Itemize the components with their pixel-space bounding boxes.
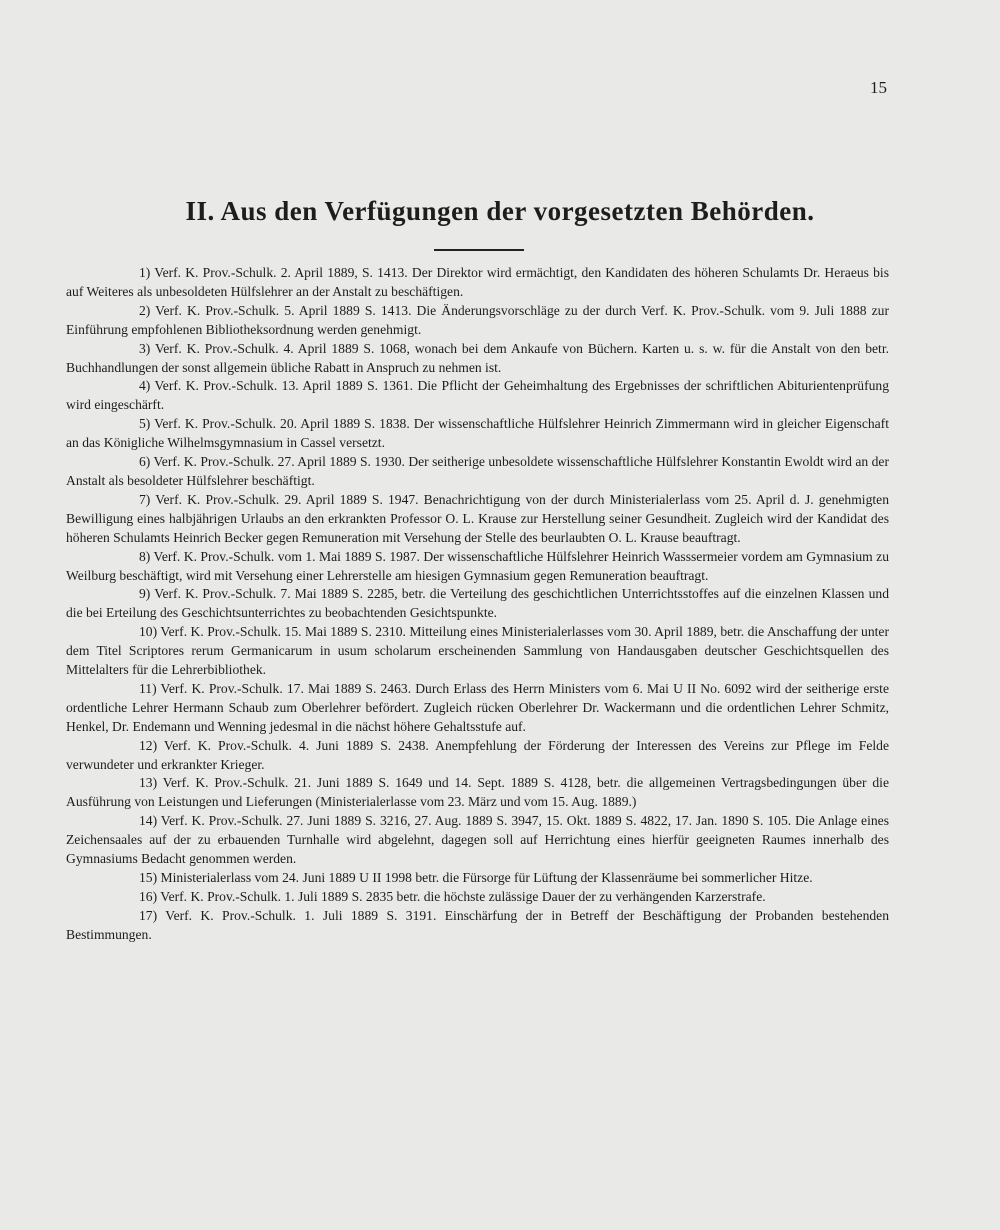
- decree-entry-5: 5) Verf. K. Prov.-Schulk. 20. April 1889 S. 1838. Der wissenschaftliche Hülfslehrer Heinrich Zimmermann wird in gleicher Eigenschaft an das Königliche Wilhelmsgymnasium in Cassel versetzt.: [66, 416, 889, 451]
- decree-entry-12: 12) Verf. K. Prov.-Schulk. 4. Juni 1889 S. 2438. Anempfehlung der Förderung der Interessen des Vereins zur Pflege im Felde verwundeter und erkrankter Krieger.: [66, 737, 889, 772]
- decree-entry-7: 7) Verf. K. Prov.-Schulk. 29. April 1889 S. 1947. Benachrichtigung von der durch Ministerialerlass vom 25. April d. J. genehmigten Bewilligung eines halbjährigen Urlaubs an den erkrankten Professor O. L. Krause zur Herstellung seiner Gesundheit. Zugleich wird der Kandidat des höheren Schulamts Heinrich Becker gegen Remuneration mit Versehung der Stelle des beurlaubten O. L. Krause beauftragt.: [66, 491, 889, 545]
- decree-entry-9: 9) Verf. K. Prov.-Schulk. 7. Mai 1889 S. 2285, betr. die Verteilung des geschichtlichen Unterrichtsstoffes auf die einzelnen Klassen und die bei Erteilung des Geschichtsunterrichtes zu beobachtenden Gesichtspunkte.: [66, 586, 889, 621]
- decree-entry-17: 17) Verf. K. Prov.-Schulk. 1. Juli 1889 S. 3191. Einschärfung der in Betreff der Beschäftigung der Probanden bestehenden Bestimmungen.: [66, 907, 889, 942]
- decree-entry-15: 15) Ministerialerlass vom 24. Juni 1889 U II 1998 betr. die Fürsorge für Lüftung der Klassenräume bei sommerlicher Hitze.: [139, 870, 813, 885]
- decree-entry-10: 10) Verf. K. Prov.-Schulk. 15. Mai 1889 S. 2310. Mitteilung eines Ministerialerlasses vom 30. April 1889, betr. die Anschaffung der unter dem Titel Scriptores rerum Germanicarum in usum scholarum erscheinenden Sammlung von Handausgaben deutscher Geschichtsquellen des Mittelalters für die Lehrerbibliothek.: [66, 624, 889, 678]
- decree-entry-11: 11) Verf. K. Prov.-Schulk. 17. Mai 1889 S. 2463. Durch Erlass des Herrn Ministers vom 6. Mai U II No. 6092 wird der seitherige erste ordentliche Lehrer Hermann Schaub zum Oberlehrer befördert. Zugleich rücken Oberlehrer Dr. Wackermann und die ordentlichen Lehrer Schmitz, Henkel, Dr. Endemann und Wenning jedesmal in die nächst höhere Gehaltsstufe auf.: [66, 680, 889, 734]
- page-title: II. Aus den Verfügungen der vorgesetzten Behörden.: [185, 196, 815, 226]
- decree-entry-2: 2) Verf. K. Prov.-Schulk. 5. April 1889 S. 1413. Die Änderungsvorschläge zu der durch Verf. K. Prov.-Schulk. vom 9. Juli 1888 zur Einführung empfohlenen Bibliotheksordnung werden genehmigt.: [66, 302, 889, 337]
- decree-entry-8: 8) Verf. K. Prov.-Schulk. vom 1. Mai 1889 S. 1987. Der wissenschaftliche Hülfslehrer Heinrich Wasssermeier vordem am Gymnasium zu Weilburg beschäftigt, wird mit Versehung einer Lehrerstelle am hiesigen Gymnasium gegen Remuneration beauftragt.: [66, 548, 889, 583]
- page-number: 15: [870, 78, 887, 97]
- decree-entry-4: 4) Verf. K. Prov.-Schulk. 13. April 1889 S. 1361. Die Pflicht der Geheimhaltung des Ergebnisses der schriftlichen Abiturientenprüfung wird eingeschärft.: [66, 378, 889, 413]
- decree-list: [66, 264, 889, 945]
- decree-entry-6: 6) Verf. K. Prov.-Schulk. 27. April 1889 S. 1930. Der seitherige unbesoldete wissenschaftliche Hülfslehrer Konstantin Ewoldt wird an der Anstalt als besoldeter Hülfslehrer beschäftigt.: [66, 454, 889, 488]
- decree-entry-13: 13) Verf. K. Prov.-Schulk. 21. Juni 1889 S. 1649 und 14. Sept. 1889 S. 4128, betr. die allgemeinen Vertragsbedingungen über die Ausführung von Leistungen und Lieferungen (Ministerialerlasse vom 23. März und vom 15. Aug. 1889.): [66, 775, 889, 810]
- decree-entry-3: 3) Verf. K. Prov.-Schulk. 4. April 1889 S. 1068, wonach bei dem Ankaufe von Büchern. Karten u. s. w. für die Anstalt von den betr. Buchhandlungen der sonst allgemein übliche Rabatt in Anspruch zu nehmen ist.: [66, 340, 889, 375]
- decree-entry-16: 16) Verf. K. Prov.-Schulk. 1. Juli 1889 S. 2835 betr. die höchste zulässige Dauer der zu verhängenden Karzerstrafe.: [139, 888, 766, 904]
- decree-entry-14: 14) Verf. K. Prov.-Schulk. 27. Juni 1889 S. 3216, 27. Aug. 1889 S. 3947, 15. Okt. 1889 S. 4822, 17. Jan. 1890 S. 105. Die Anlage eines Zeichensaales auf der zu erbauenden Turnhalle wird abgelehnt, dagegen soll auf Herrichtung eines hierfür geeigneten Raumes innerhalb des Gymnasiums Bedacht genommen werden.: [66, 813, 889, 867]
- title-divider: [434, 249, 524, 251]
- decree-entry-1: 1) Verf. K. Prov.-Schulk. 2. April 1889, S. 1413. Der Direktor wird ermächtigt, den Kandidaten des höheren Schulamts Dr. Heraeus bis auf Weiteres als unbesoldeten Hülfslehrer an der Anstalt zu beschäftigen.: [66, 265, 889, 299]
